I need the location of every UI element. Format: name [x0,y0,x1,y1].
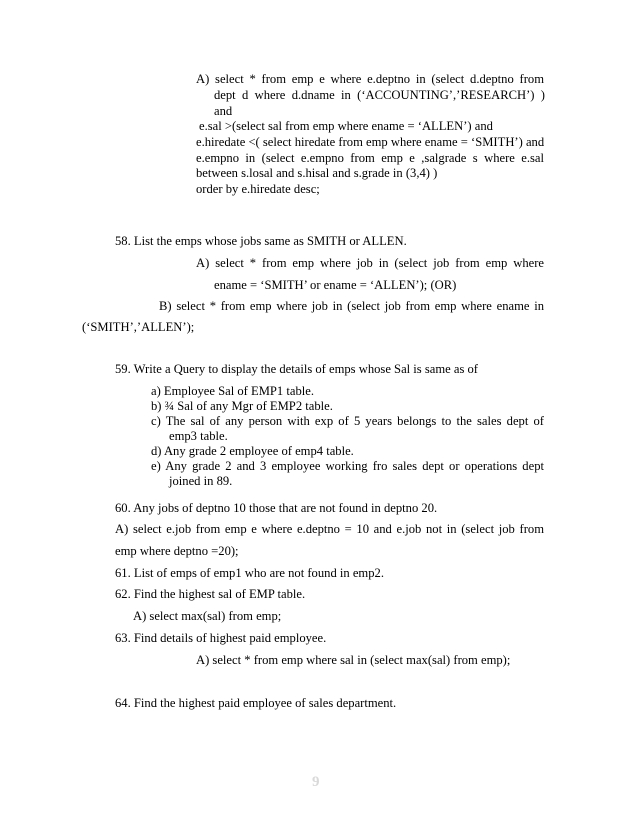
q57-answer-line-5: e.hiredate <( select hiredate from emp where ename = ‘SMITH’) and [196,135,545,149]
q62-question: 62. Find the highest sal of EMP table. [115,587,306,601]
q63-question: 63. Find details of highest paid employee. [115,631,327,645]
q59-item-e-line-2: joined in 89. [169,474,233,488]
q57-answer-line-4: e.sal >(select sal from emp where ename = ‘ALLEN’) and [199,119,493,133]
q58-answer-b-line-2: (‘SMITH’,’ALLEN’); [82,320,195,334]
q60-question: 60. Any jobs of deptno 10 those that are not found in deptno 20. [115,501,438,515]
q57-answer-line-7: between s.losal and s.hisal and s.grade in (3,4) ) [196,166,438,180]
q63-answer: A) select * from emp where sal in (select max(sal) from emp); [196,653,511,667]
q59-item-c-line-1: c) The sal of any person with exp of 5 years belongs to the sales dept of [151,414,544,428]
q59-item-d: d) Any grade 2 employee of emp4 table. [151,444,354,458]
page-number: 9 [312,774,320,790]
q59-item-c-line-2: emp3 table. [169,429,228,443]
q58-answer-b-line-1: B) select * from emp where job in (select job from emp where ename in [159,299,544,313]
q58-question: 58. List the emps whose jobs same as SMITH or ALLEN. [115,234,407,248]
q57-answer-line-8: order by e.hiredate desc; [196,182,320,196]
q57-answer-line-2: dept d where d.dname in (‘ACCOUNTING’,’RESEARCH’) ) [214,88,545,102]
q60-answer-line-2: emp where deptno =20); [115,544,239,558]
q59-item-e-line-1: e) Any grade 2 and 3 employee working fro sales dept or operations dept [151,459,544,473]
q59-item-b: b) ¾ Sal of any Mgr of EMP2 table. [151,399,333,413]
q61-question: 61. List of emps of emp1 who are not found in emp2. [115,566,384,580]
q58-answer-a-line-1: A) select * from emp where job in (select job from emp where [196,256,544,270]
q57-answer-line-1: A) select * from emp e where e.deptno in (select d.deptno from [196,72,544,86]
q64-question: 64. Find the highest paid employee of sales department. [115,696,397,710]
q57-answer-line-3: and [214,104,233,118]
q57-answer-line-6: e.empno in (select e.empno from emp e ,salgrade s where e.sal [196,151,544,165]
q62-answer: A) select max(sal) from emp; [133,609,282,623]
q59-item-a: a) Employee Sal of EMP1 table. [151,384,314,398]
q60-answer-line-1: A) select e.job from emp e where e.deptno = 10 and e.job not in (select job from [115,522,544,536]
q58-answer-a-line-2: ename = ‘SMITH’ or ename = ‘ALLEN’); (OR) [214,278,457,292]
q59-question: 59. Write a Query to display the details of emps whose Sal is same as of [115,362,479,376]
